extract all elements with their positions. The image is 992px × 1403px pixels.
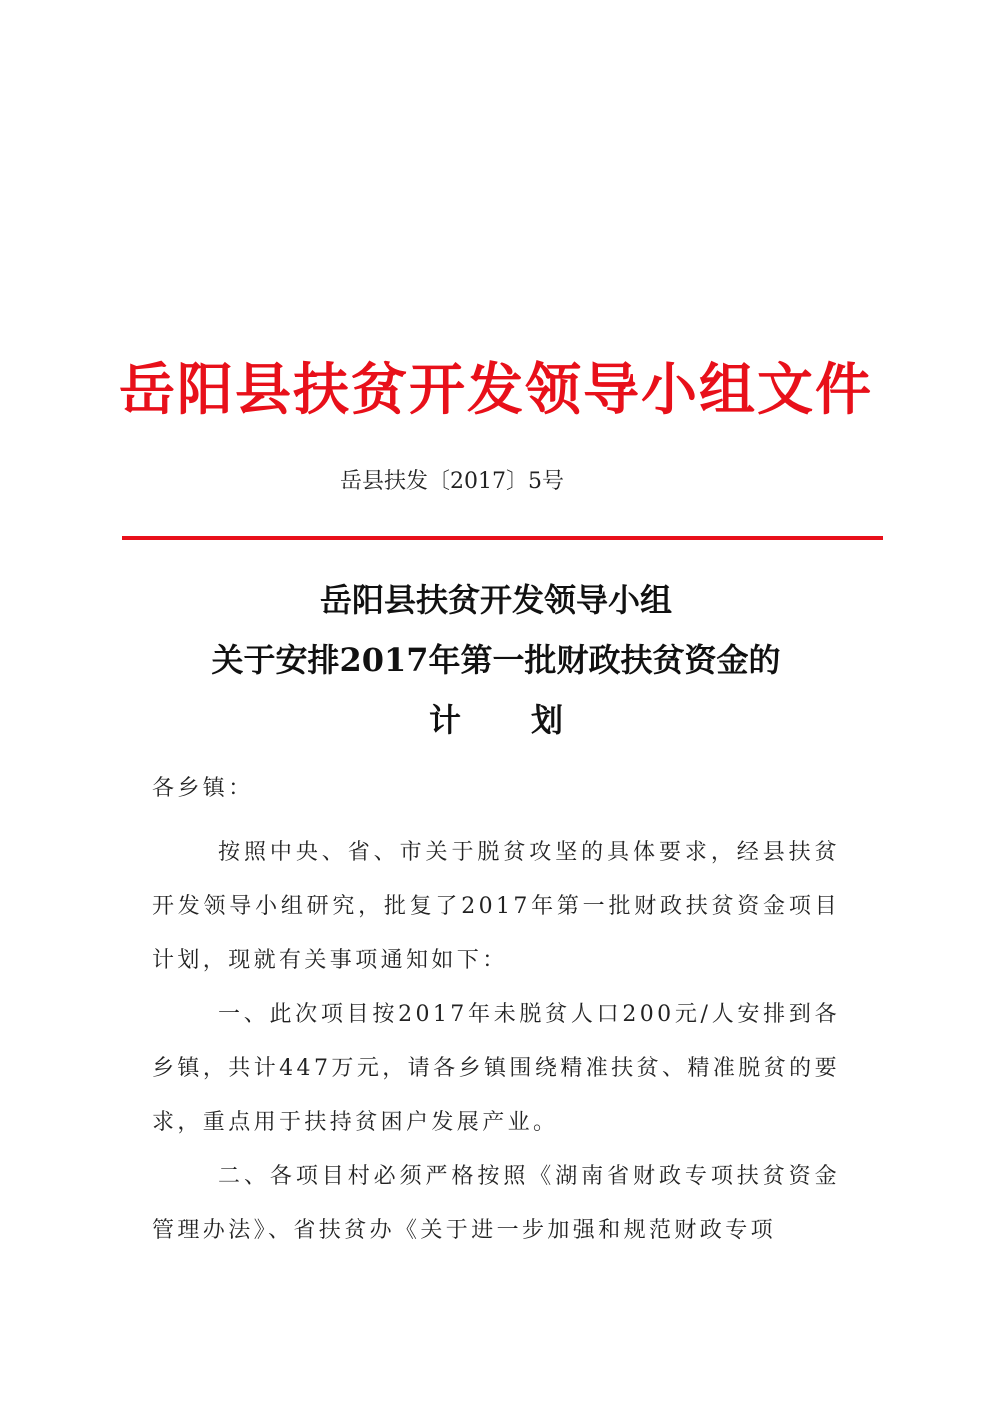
body-paragraph-3: 二、各项目村必须严格按照《湖南省财政专项扶贫资金管理办法》、省扶贫办《关于进一步加强和规范财政专项	[152, 1164, 840, 1243]
red-divider-line	[122, 536, 883, 540]
org-header: 岳阳县扶贫开发领导小组文件	[119, 357, 873, 423]
salutation: 各乡镇：	[152, 776, 254, 801]
title-line-3	[100, 690, 892, 750]
body-paragraph-1: 按照中央、省、市关于脱贫攻坚的具体要求，经县扶贫开发领导小组研究，批复了2017年第一批财政扶贫资金项目计划，现就有关事项通知如下：	[152, 840, 840, 973]
document-number: 岳县扶发〔2017〕5号	[340, 469, 564, 494]
title-line-1: 岳阳县扶贫开发领导小组	[319, 581, 672, 619]
title-line-2: 关于安排2017年第一批财政扶贫资金的	[211, 641, 781, 679]
document-title	[100, 570, 892, 750]
title-line-3-char-1: 计	[428, 701, 461, 739]
title-line-3-char-2: 划	[531, 701, 564, 739]
body-paragraph-2: 一、此次项目按2017年未脱贫人口200元/人安排到各乡镇，共计447万元，请各乡镇围绕精准扶贫、精准脱贫的要求，重点用于扶持贫困户发展产业。	[152, 1002, 840, 1135]
